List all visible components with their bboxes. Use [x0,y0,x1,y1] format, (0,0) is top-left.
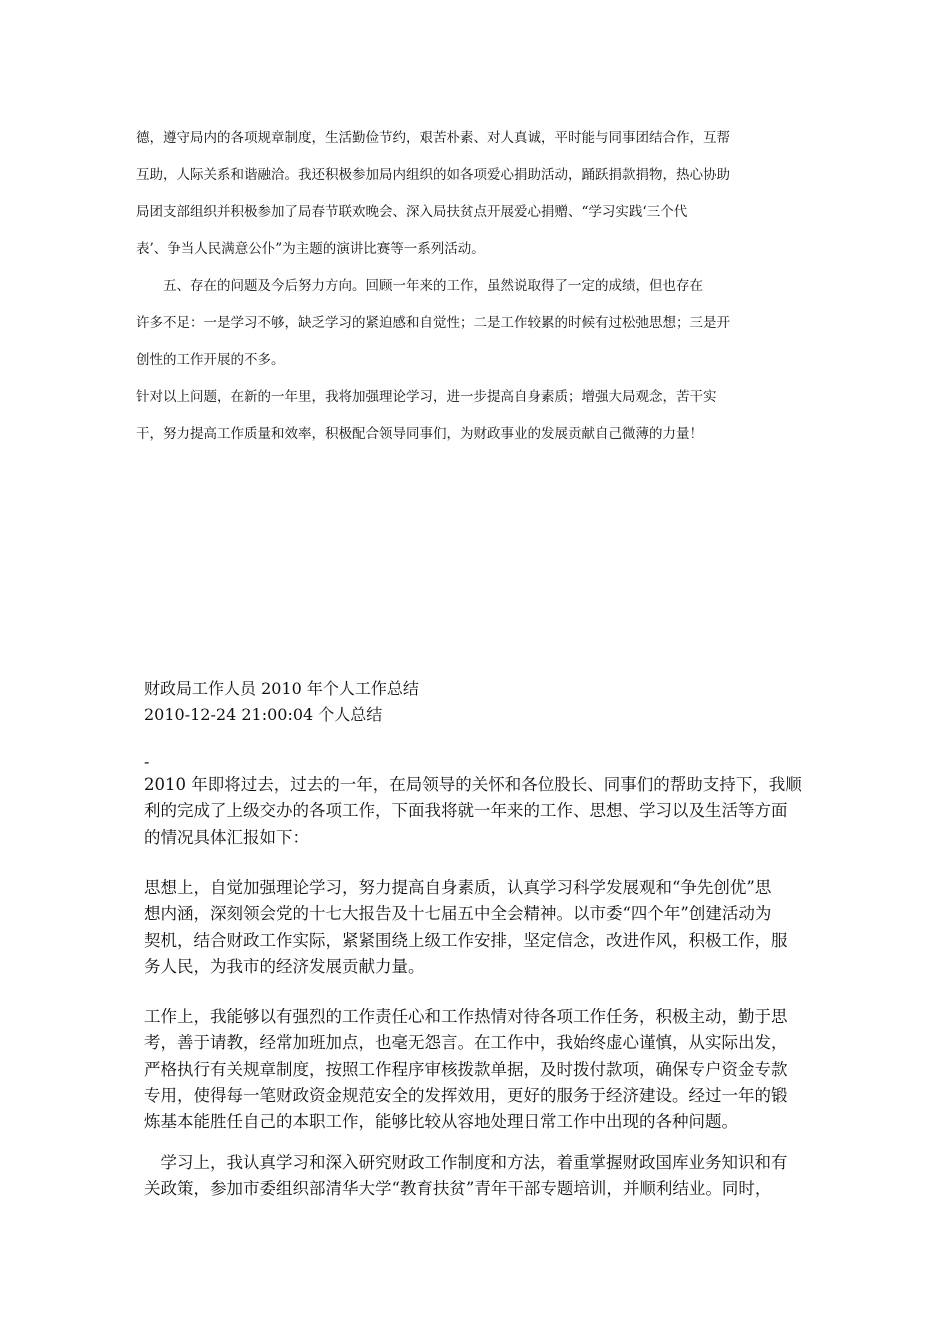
text-line: 学习上，我认真学习和深入研究财政工作制度和方法，着重掌握财政国库业务知识和有 [144,1153,788,1172]
paragraph-intro [144,772,824,851]
text-line: 的情况具体汇报如下： [144,827,309,847]
text-line: 创性的工作开展的不多。 [136,352,285,368]
paragraph-work [144,1004,824,1135]
text-line: 务人民，为我市的经济发展贡献力量。 [144,956,425,976]
text-line: 工作上，我能够以有强烈的工作责任心和工作热情对待各项工作任务，积极主动，勤于思 [144,1007,788,1026]
text-line: 局团支部组织并积极参加了局春节联欢晚会、深入局扶贫点开展爱心捐赠、“学习实践‘三个代 [136,204,688,220]
text-line: 许多不足：一是学习不够，缺乏学习的紧迫感和自觉性；二是工作较累的时候有过松弛思想；三是开 [136,315,730,331]
text-line: 德，遵守局内的各项规章制度，生活勤俭节约，艰苦朴素、对人真诚，平时能与同事团结合作，互帮 [136,130,730,146]
article-meta: 2010-12-24 21:00:04 个人总结 [144,705,383,724]
text-line: 干，努力提高工作质量和效率，积极配合领导同事们，为财政事业的发展贡献自己微薄的力量！ [136,426,703,442]
text-line: 炼基本能胜任自己的本职工作，能够比较从容地处理日常工作中出现的各种问题。 [144,1112,738,1132]
text-line: 契机，结合财政工作实际，紧紧围绕上级工作安排，坚定信念，改进作风，积极工作，服 [144,930,788,950]
paragraph-study [144,1150,824,1203]
text-line: 五、存在的问题及今后努力方向。回顾一年来的工作，虽然说取得了一定的成绩，但也存在 [136,278,703,294]
text-line: 关政策，参加市委组织部清华大学“教育扶贫”青年干部专题培训，并顺利结业。同时， [144,1179,772,1199]
text-line: 考，善于请教，经常加班加点，也毫无怨言。在工作中，我始终虚心谨慎，从实际出发， [144,1033,788,1053]
text-line: 互助，人际关系和谐融洽。我还积极参加局内组织的如各项爱心捐助活动，踊跃捐款捐物，热心协助 [136,167,730,183]
article-title: 财政局工作人员 2010 年个人工作总结 [144,679,419,698]
text-line: 严格执行有关规章制度，按照工作程序审核拨款单据，及时拨付款项，确保专户资金专款 [144,1059,788,1079]
text-line: 表’、争当人民满意公仆”为主题的演讲比赛等一系列活动。 [136,241,485,257]
previous-article-continuation [136,120,776,453]
text-line: 2010 年即将过去，过去的一年，在局领导的关怀和各位股长、同事们的帮助支持下，我顺 [144,775,802,794]
text-line: 针对以上问题，在新的一年里，我将加强理论学习，进一步提高自身素质；增强大局观念，苦干实 [136,389,717,405]
text-line: 想内涵，深刻领会党的十七大报告及十七届五中全会精神。以市委“四个年”创建活动为 [144,904,772,924]
text-line: 利的完成了上级交办的各项工作，下面我将就一年来的工作、思想、学习以及生活等方面 [144,801,788,821]
separator: - [144,752,150,771]
text-line: 专用，使得每一笔财政资金规范安全的发挥效用，更好的服务于经济建设。经过一年的锻 [144,1085,788,1105]
text-line: 思想上，自觉加强理论学习，努力提高自身素质，认真学习科学发展观和“争先创优”思 [144,878,772,897]
paragraph-thought [144,875,824,980]
